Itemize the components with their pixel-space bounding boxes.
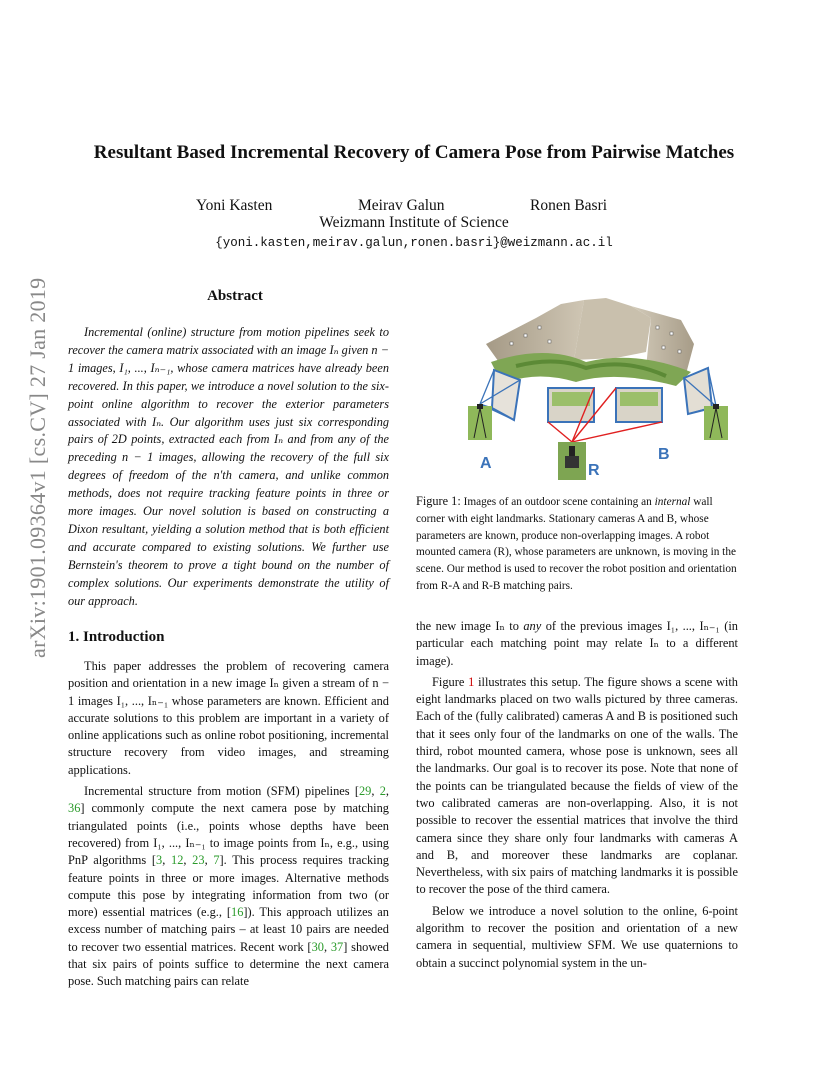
right-column-text xyxy=(416,618,738,972)
intro-paragraph-1: This paper addresses the problem of recovering camera position and orientation in a new image Iₙ given a stream of n − 1 images I₁, ..., Iₙ₋₁ whose parameters are known. Efficient and accurate solutions to this problem are important in a variety of online applications such as online robot positioning, incremental structure recovery from video images, and streaming applications. xyxy=(68,659,389,777)
text: Figure xyxy=(432,674,465,689)
text: ]). This approach utilizes an excess number of matching pairs – at least 10 pairs are needed to recover two essential matrices. Recent work [ xyxy=(68,905,389,954)
camera-r xyxy=(548,388,662,480)
camera-a xyxy=(468,370,520,440)
emphasis: any xyxy=(523,619,542,633)
text: of the previous images I₁, ..., Iₙ₋₁ (in particular each matching point may relate Iₙ to a different image). xyxy=(416,619,738,668)
paper-title: Resultant Based Incremental Recovery of Camera Pose from Pairwise Matches xyxy=(93,142,735,163)
camera-b xyxy=(684,368,728,440)
text: ] showed that six pairs of points suffice to determine the next camera pose. Such matching pairs can relate xyxy=(68,939,389,989)
citation-link[interactable]: 30 xyxy=(311,939,324,954)
text: ]. This process requires tracking feature points in three or more images. Alternative methods compute this pose by integrating information from two (or more) essential matrices (e.g., [ xyxy=(68,853,389,920)
citation-link[interactable]: 3 xyxy=(156,853,163,868)
abstract-heading: Abstract xyxy=(207,288,263,304)
text: the new image Iₙ to xyxy=(416,619,519,633)
caption-text-2: wall corner with eight landmarks. Stationary cameras A and B, whose parameters are known, produce non-overlapping images. A robot mounted camera (R), whose parameters are unknown, is moving in the scene. Our method is used to recover the robot position and orientation from R-A and R-B matching pairs. xyxy=(416,496,737,592)
citation-link[interactable]: 7 xyxy=(213,853,220,868)
figure-1-caption xyxy=(416,493,738,595)
citation-link[interactable]: 37 xyxy=(330,939,344,954)
citation-link[interactable]: 23 xyxy=(192,853,205,868)
camera-a-label: A xyxy=(480,455,492,472)
text: ] commonly compute the next camera pose by matching triangulated points (i.e., points whose depths have been recovered) from I₁, ..., Iₙ₋₁ to image points from Iₙ, e.g., using PnP algorithms [ xyxy=(68,801,389,868)
arxiv-identifier: arXiv:1901.09364v1 [cs.CV] 27 Jan 2019 xyxy=(25,277,50,658)
intro-paragraph-2-cont xyxy=(416,618,738,670)
citation-link[interactable]: 36 xyxy=(68,801,81,816)
author-emails: {yoni.kasten,meirav.galun,ronen.basri}@weizmann.ac.il xyxy=(215,236,613,250)
intro-paragraph-3 xyxy=(416,674,738,899)
citation-link[interactable]: 29 xyxy=(358,784,372,799)
author-1: Yoni Kasten xyxy=(196,197,273,214)
text: illustrates this setup. The figure shows a scene with eight landmarks placed on two walls pictured by three cameras. Each of the (fully calibrated) cameras A and B is positioned such that it sees only four of the landmarks on one of the walls. The third, robot mounted camera, whose pose is unknown, sees all the landmarks. Our goal is to recover its pose. Note that none of the points can be triangulated because the fields of view of the two calibrated cameras are non-overlapping. Also, it is not possible to recover the essential matrices that involve the third camera since they share only four landmarks with cameras A and B, and moreover these landmarks are coplanar. Nevertheless, with six pairs of matching landmarks it is possible to recover the pose of the third camera. xyxy=(416,674,738,897)
intro-paragraph-2: Incremental structure from motion (SFM) pipelines [29, 2, 36] commonly compute the next camera pose by matching triangulated points (i.e., points whose depths have been recovered) from I₁, ..., Iₙ₋₁ to image points from Iₙ, e.g., using PnP algorithms [3, 12, 23, 7]. This process requires tracking feature points in three or more images. Alternative methods compute this pose by integrating information from two (or more) essential matrices (e.g., [16]). This approach utilizes an excess number of matching pairs – at least 10 pairs are needed to recover two essential matrices. Recent work [30, 37] showed that six pairs of points suffice to determine the next camera pose. Such matching pairs can relate xyxy=(68,784,389,989)
intro-paragraph-4: Below we introduce a novel solution to the online, 6-point algorithm to recover the position and orientation of a new camera in sequential, multiview SFM. We use quaternions to obtain a succinct polynomial system in the un- xyxy=(416,903,738,970)
caption-emphasis: internal xyxy=(654,496,691,508)
caption-text-1: Images of an outdoor scene containing an xyxy=(463,496,652,508)
author-3: Ronen Basri xyxy=(530,197,608,214)
figure-ref-link[interactable]: 1 xyxy=(468,674,475,689)
author-2: Meirav Galun xyxy=(358,197,445,214)
citation-link[interactable]: 16 xyxy=(231,905,244,920)
left-column-text xyxy=(68,658,389,991)
scene-walls xyxy=(486,298,694,386)
camera-b-label: B xyxy=(658,446,670,463)
caption-label: Figure 1: xyxy=(416,494,461,508)
institution: Weizmann Institute of Science xyxy=(319,214,509,231)
intro-heading: 1. Introduction xyxy=(68,629,165,645)
camera-r-label: R xyxy=(588,462,600,479)
figure-1-illustration xyxy=(466,296,740,482)
citation-link[interactable]: 12 xyxy=(171,853,184,868)
abstract-text: Incremental (online) structure from motion pipelines seek to recover the camera matrix associated with an image Iₙ given n − 1 images, I₁, ..., Iₙ₋₁, whose camera matrices have already been recovered. In this paper, we introduce a novel solution to the six-point online algorithm to recover the exterior parameters associated with Iₙ. Our algorithm uses just six corresponding pairs of 2D points, extracted each from Iₙ and from any of the preceding n − 1 images, allowing the recovery of the full six degrees of freedom of the n'th camera, and unlike common methods, does not require tracking feature points in three or more images. Our novel solution is based on constructing a Dixon resultant, yielding a solution method that is both efficient and accurate compared to existing solutions. We further use Bernstein's theorem to prove a tight bound on the number of complex solutions. Our experiments demonstrate the utility of our approach. xyxy=(68,325,389,608)
citation-link[interactable]: 2 xyxy=(379,784,386,799)
text: Incremental structure from motion (SFM) pipelines [ xyxy=(84,784,359,799)
